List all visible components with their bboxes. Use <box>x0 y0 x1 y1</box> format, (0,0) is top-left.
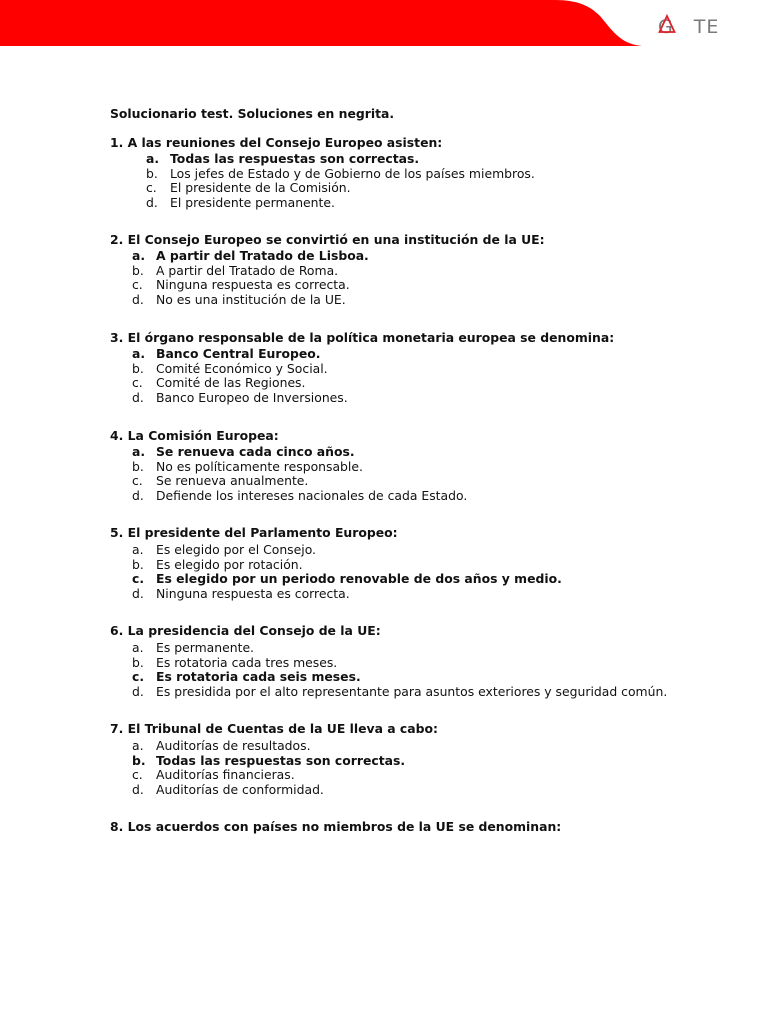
answer-option <box>110 685 670 700</box>
answer-option <box>110 167 670 182</box>
answer-option <box>110 362 670 377</box>
logo-text-left: G <box>658 16 674 38</box>
document-intro: Solucionario test. Soluciones en negrita. <box>110 106 395 121</box>
answer-text: Es elegido por rotación. <box>156 556 303 572</box>
answer-option <box>110 641 670 656</box>
answer-letter: c. <box>132 571 145 587</box>
answer-letter: d. <box>132 389 144 405</box>
question-title: 1. A las reuniones del Consejo Europeo asisten: <box>110 134 443 150</box>
answer-letter: c. <box>132 375 143 391</box>
page-header <box>0 0 768 50</box>
answer-text: Auditorías de conformidad. <box>156 781 324 797</box>
answer-list <box>110 152 670 210</box>
answer-option-correct <box>110 347 670 362</box>
answer-text: Es presidida por el alto representante para asuntos exteriores y seguridad común. <box>156 683 668 699</box>
question-7 <box>110 722 670 797</box>
answer-letter: b. <box>132 458 144 474</box>
answer-text: Se renueva anualmente. <box>156 473 309 489</box>
answer-option-correct <box>110 249 670 264</box>
answer-option <box>110 783 670 798</box>
answer-text: A partir del Tratado de Lisboa. <box>156 248 369 264</box>
answer-list <box>110 739 670 797</box>
answer-text: Todas las respuestas son correctas. <box>156 752 406 768</box>
answer-option <box>110 181 670 196</box>
answer-text: Los jefes de Estado y de Gobierno de los países miembros. <box>170 165 535 181</box>
answer-letter: c. <box>146 180 157 196</box>
answer-option <box>110 474 670 489</box>
answer-text: No es una institución de la UE. <box>156 291 346 307</box>
answer-letter: c. <box>132 669 145 685</box>
answer-text: Defiende los intereses nacionales de cada Estado. <box>156 487 468 503</box>
answer-text: Todas las respuestas son correctas. <box>170 151 420 167</box>
answer-letter: b. <box>146 165 158 181</box>
answer-list <box>110 249 670 307</box>
answer-option <box>110 587 670 602</box>
answer-text: Es permanente. <box>156 640 254 656</box>
answer-option <box>110 489 670 504</box>
answer-letter: b. <box>132 262 144 278</box>
answer-letter: a. <box>146 151 160 167</box>
answer-letter: d. <box>132 781 144 797</box>
logo-text-right: TE <box>693 16 720 38</box>
answer-text: Banco Central Europeo. <box>156 346 321 362</box>
answer-text: Es elegido por un periodo renovable de dos años y medio. <box>156 571 562 587</box>
question-8 <box>110 820 670 835</box>
question-1 <box>110 136 670 211</box>
question-title: 3. El órgano responsable de la política monetaria europea se denomina: <box>110 329 615 345</box>
answer-text: Ninguna respuesta es correcta. <box>156 277 350 293</box>
question-title: 5. El presidente del Parlamento Europeo: <box>110 525 398 541</box>
question-5 <box>110 526 670 601</box>
question-list <box>110 136 670 835</box>
answer-option-correct <box>110 152 670 167</box>
answer-option <box>110 656 670 671</box>
answer-letter: c. <box>132 767 143 783</box>
answer-letter: b. <box>132 360 144 376</box>
answer-letter: b. <box>132 752 146 768</box>
answer-text: Auditorías financieras. <box>156 767 295 783</box>
question-title: 4. La Comisión Europea: <box>110 427 279 443</box>
answer-text: Es elegido por el Consejo. <box>156 542 316 558</box>
answer-list <box>110 641 670 699</box>
answer-option <box>110 196 670 211</box>
question-title: 8. Los acuerdos con países no miembros de la UE se denominan: <box>110 819 562 835</box>
answer-text: Es rotatoria cada tres meses. <box>156 654 338 670</box>
answer-text: Comité Económico y Social. <box>156 360 328 376</box>
answer-option <box>110 460 670 475</box>
question-2 <box>110 233 670 308</box>
question-title: 6. La presidencia del Consejo de la UE: <box>110 623 381 639</box>
answer-letter: b. <box>132 654 144 670</box>
answer-option <box>110 278 670 293</box>
answer-text: El presidente permanente. <box>170 194 335 210</box>
answer-text: Se renueva cada cinco años. <box>156 444 355 460</box>
answer-letter: c. <box>132 277 143 293</box>
question-3 <box>110 331 670 406</box>
answer-text: No es políticamente responsable. <box>156 458 363 474</box>
answer-text: Es rotatoria cada seis meses. <box>156 669 361 685</box>
answer-text: A partir del Tratado de Roma. <box>156 262 339 278</box>
answer-text: Auditorías de resultados. <box>156 738 311 753</box>
answer-option <box>110 264 670 279</box>
document-body <box>110 107 670 837</box>
answer-letter: a. <box>132 640 144 656</box>
answer-letter: b. <box>132 556 144 572</box>
red-header-band <box>0 0 768 50</box>
question-title: 2. El Consejo Europeo se convirtió en una institución de la UE: <box>110 231 545 247</box>
answer-letter: a. <box>132 346 146 362</box>
answer-text: Banco Europeo de Inversiones. <box>156 389 348 405</box>
answer-letter: d. <box>132 487 144 503</box>
answer-list <box>110 543 670 601</box>
question-6 <box>110 624 670 699</box>
answer-letter: c. <box>132 473 143 489</box>
answer-option <box>110 376 670 391</box>
answer-option <box>110 391 670 406</box>
answer-letter: d. <box>146 194 158 210</box>
gate-logo <box>658 14 719 40</box>
answer-option <box>110 739 670 754</box>
answer-text: Ninguna respuesta es correcta. <box>156 585 350 601</box>
answer-text: El presidente de la Comisión. <box>170 180 351 196</box>
answer-option-correct <box>110 445 670 460</box>
triangle-a-icon <box>675 17 693 37</box>
answer-option <box>110 558 670 573</box>
answer-list <box>110 347 670 405</box>
answer-option <box>110 293 670 308</box>
answer-text: Comité de las Regiones. <box>156 375 306 391</box>
answer-letter: d. <box>132 683 144 699</box>
answer-option-correct <box>110 754 670 769</box>
answer-letter: d. <box>132 291 144 307</box>
question-title: 7. El Tribunal de Cuentas de la UE lleva a cabo: <box>110 721 438 737</box>
answer-letter: a. <box>132 542 144 558</box>
answer-letter: a. <box>132 444 146 460</box>
answer-option-correct <box>110 670 670 685</box>
answer-letter: a. <box>132 738 144 753</box>
answer-option <box>110 543 670 558</box>
answer-letter: a. <box>132 248 146 264</box>
answer-letter: d. <box>132 585 144 601</box>
answer-list <box>110 445 670 503</box>
answer-option <box>110 768 670 783</box>
answer-option-correct <box>110 572 670 587</box>
question-4 <box>110 429 670 504</box>
